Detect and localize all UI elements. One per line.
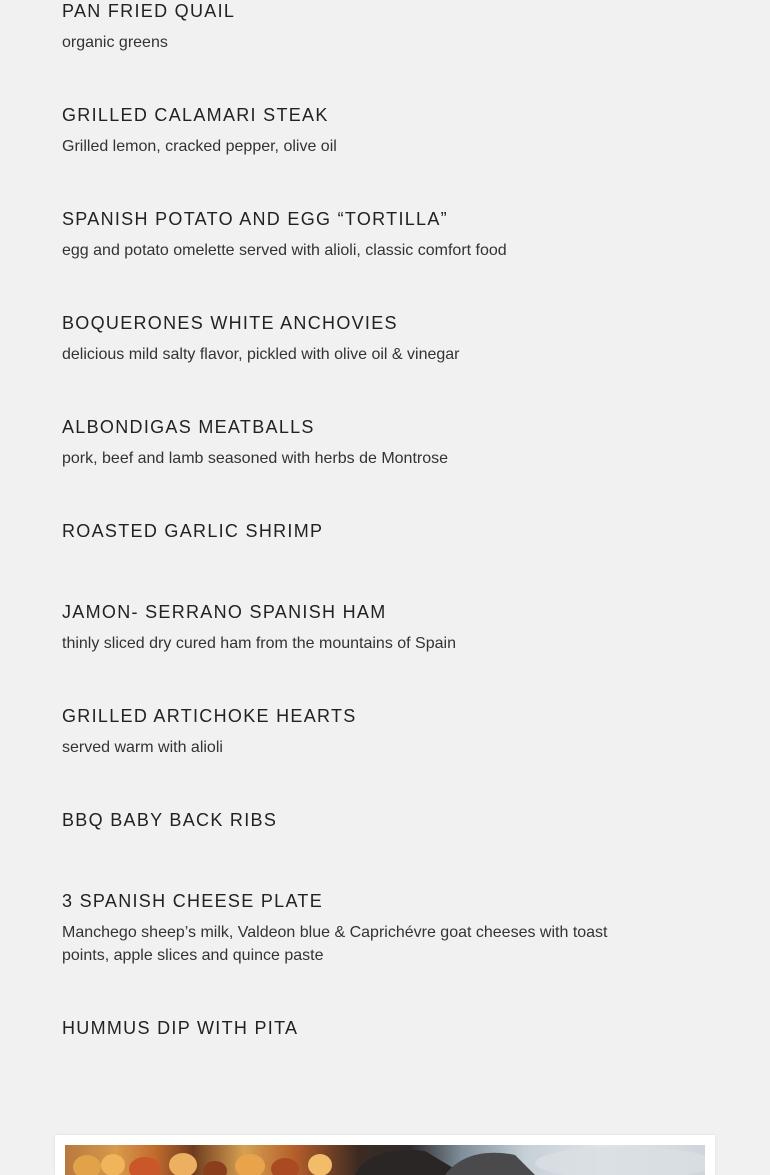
menu-item-description: served warm with alioli [62, 739, 223, 756]
menu-item [62, 0, 662, 54]
menu-item-description: delicious mild salty flavor, pickled with olive oil & vinegar [62, 346, 460, 363]
menu-item [62, 104, 662, 158]
menu-item-name: 3 SPANISH CHEESE PLATE [62, 891, 324, 911]
menu-item [62, 601, 662, 655]
menu-item-name: BOQUERONES WHITE ANCHOVIES [62, 313, 398, 333]
menu-item-name: PAN FRIED QUAIL [62, 1, 236, 21]
menu-item-description: pork, beef and lamb seasoned with herbs de Montrose [62, 450, 449, 467]
menu-item-description: Manchego sheep’s milk, Valdeon blue & Caprichévre goat cheeses with toast points, apple slices and quince paste [62, 924, 608, 964]
menu-item-description: Grilled lemon, cracked pepper, olive oil [62, 138, 337, 155]
menu-item [62, 1017, 662, 1039]
menu-item-description: egg and potato omelette served with alioli, classic comfort food [62, 242, 507, 259]
menu-item [62, 890, 662, 967]
menu-item-name: BBQ BABY BACK RIBS [62, 810, 278, 830]
menu-item-description: thinly sliced dry cured ham from the mountains of Spain [62, 635, 456, 652]
menu-item-name: SPANISH POTATO AND EGG “TORTILLA” [62, 209, 448, 229]
menu-item [62, 809, 662, 831]
food-photo-card [55, 1135, 715, 1175]
menu-item [62, 705, 662, 759]
menu-item-name: ROASTED GARLIC SHRIMP [62, 521, 324, 541]
menu-item-name: JAMON- SERRANO SPANISH HAM [62, 602, 387, 622]
menu-item [62, 520, 662, 542]
menu-item-name: ALBONDIGAS MEATBALLS [62, 417, 315, 437]
menu-item-name: HUMMUS DIP WITH PITA [62, 1018, 299, 1038]
menu-item-name: GRILLED ARTICHOKE HEARTS [62, 706, 357, 726]
food-photo [65, 1145, 705, 1175]
menu-item [62, 208, 662, 262]
menu-item [62, 416, 662, 470]
menu-item-description: organic greens [62, 34, 168, 51]
menu-item-name: GRILLED CALAMARI STEAK [62, 105, 329, 125]
menu-item [62, 312, 662, 366]
food-photo-image [65, 1145, 705, 1175]
